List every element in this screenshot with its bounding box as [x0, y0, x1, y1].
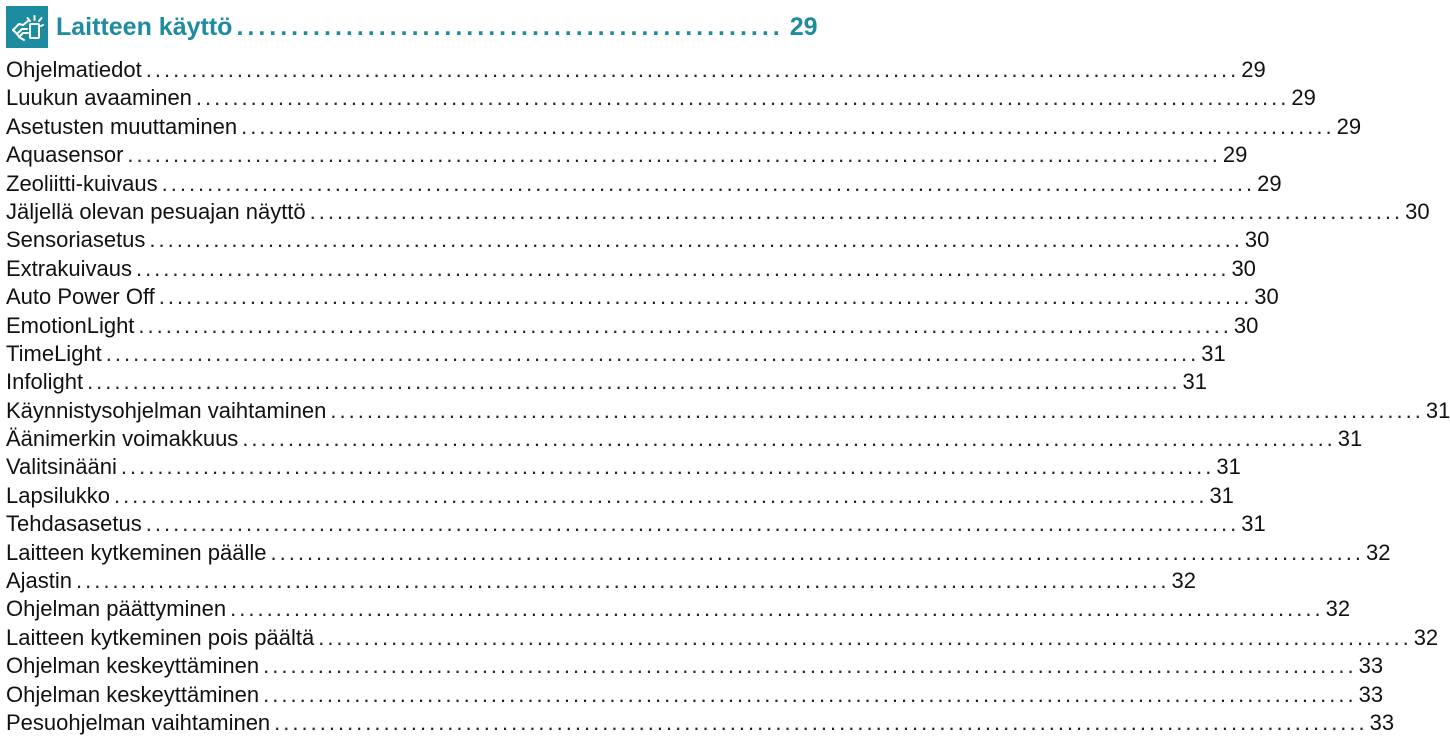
toc-entry-title: Zeoliitti-kuivaus	[6, 170, 158, 196]
toc-entry[interactable]	[6, 681, 1384, 709]
toc-entry[interactable]	[6, 510, 1266, 538]
toc-entry-page: 31	[1201, 340, 1226, 366]
toc-entry-page: 29	[1257, 170, 1282, 196]
toc-entry[interactable]	[6, 652, 1384, 680]
dot-leader: ........................................................................................................................	[138, 312, 1232, 338]
dot-leader: ........................................................................................................................	[241, 113, 1335, 139]
toc-entry[interactable]	[6, 340, 1226, 368]
toc-entry-title: Tehdasasetus	[6, 511, 142, 537]
toc-entry[interactable]	[6, 482, 1234, 510]
section-header[interactable]	[6, 6, 818, 48]
toc-entry[interactable]	[6, 170, 1282, 198]
toc-entry-page: 30	[1254, 284, 1279, 310]
dot-leader: ........................................................................................................................	[230, 596, 1324, 622]
toc-entry-page: 30	[1244, 227, 1270, 253]
toc-entry-title: Pesuohjelman vaihtaminen	[6, 709, 271, 735]
toc-entry-title: Ohjelmatiedot	[6, 57, 142, 82]
toc-entry[interactable]	[6, 595, 1351, 623]
toc-entry-title: EmotionLight	[6, 312, 135, 338]
toc-entry-title: Ajastin	[6, 568, 73, 594]
toc-entry-title: Äänimerkin voimakkuus	[6, 426, 239, 452]
toc-entry[interactable]	[6, 283, 1279, 311]
dot-leader: ........................................................................................................................	[76, 568, 1170, 594]
dot-leader: ........................................................................................................................	[274, 709, 1368, 735]
toc-entry-title: Valitsinääni	[6, 454, 117, 480]
hand-dishwasher-icon	[6, 6, 48, 48]
toc-entry-page: 33	[1358, 653, 1384, 679]
toc-entry-title: Luukun avaaminen	[6, 85, 192, 111]
toc-entry-page: 30	[1231, 255, 1256, 281]
toc-entry[interactable]	[6, 709, 1395, 737]
toc-entry[interactable]	[6, 453, 1241, 481]
section-page-number: 29	[789, 12, 818, 41]
toc-entry-page: 32	[1171, 568, 1197, 594]
toc-entry-page: 31	[1182, 369, 1208, 395]
toc-entry-title: Laitteen kytkeminen päälle	[6, 539, 267, 565]
toc-entry[interactable]	[6, 255, 1256, 283]
toc-entry-page: 31	[1337, 426, 1363, 452]
dot-leader: ........................................................................................................................	[120, 454, 1215, 480]
dot-leader: ........................................................................................................................	[263, 681, 1357, 707]
toc-entry-page: 33	[1358, 681, 1384, 707]
toc-entry[interactable]	[6, 539, 1391, 567]
toc-entry-page: 31	[1241, 511, 1266, 537]
toc-entry-title: Lapsilukko	[6, 482, 110, 508]
dot-leader: ........................................................................................................................	[263, 653, 1357, 679]
toc-entry[interactable]	[6, 567, 1197, 595]
dot-leader: ........................................................................................................................	[158, 284, 1253, 310]
toc-entry[interactable]	[6, 425, 1363, 453]
toc-entry-page: 30	[1405, 198, 1430, 224]
toc-entry[interactable]	[6, 624, 1439, 652]
dot-leader: ........................................................................................................................	[113, 482, 1208, 508]
toc-entry-title: Laitteen kytkeminen pois päältä	[6, 624, 315, 650]
toc-list	[6, 56, 1450, 737]
toc-entry[interactable]	[6, 368, 1208, 396]
toc-entry-title: Extrakuivaus	[6, 255, 132, 281]
toc-entry-page: 29	[1222, 142, 1248, 168]
dot-leader: ........................................................................................................................	[330, 397, 1424, 423]
dot-leader: ........................................................................................................................	[105, 340, 1200, 366]
toc-entry[interactable]	[6, 113, 1362, 141]
toc-entry-title: Ohjelman keskeyttäminen	[6, 653, 260, 679]
dot-leader: ........................................................................................................................	[87, 369, 1181, 395]
toc-entry-page: 32	[1325, 596, 1351, 622]
toc-entry-title: Asetusten muuttaminen	[6, 113, 238, 139]
toc-entry[interactable]	[6, 198, 1430, 226]
dot-leader: ........................................................................................................................	[149, 227, 1243, 253]
dot-leader: ........................................................................................................................	[195, 85, 1290, 111]
toc-entry-page: 32	[1413, 624, 1439, 650]
toc-entry-page: 31	[1425, 397, 1450, 423]
toc-entry[interactable]	[6, 141, 1248, 169]
toc-entry[interactable]	[6, 312, 1259, 340]
toc-entry-title: TimeLight	[6, 340, 102, 366]
toc-entry-title: Auto Power Off	[6, 284, 155, 310]
toc-entry[interactable]	[6, 56, 1266, 84]
toc-entry[interactable]	[6, 226, 1270, 254]
toc-entry-page: 29	[1291, 85, 1316, 111]
dot-leader: ........................................................................................................................	[135, 255, 1230, 281]
toc-entry-page: 29	[1336, 113, 1362, 139]
toc-entry[interactable]	[6, 397, 1450, 425]
toc-entry-page: 33	[1369, 709, 1395, 735]
toc-entry-page: 31	[1216, 454, 1241, 480]
toc-entry-title: Sensoriasetus	[6, 227, 146, 253]
toc-entry-title: Ohjelman keskeyttäminen	[6, 681, 260, 707]
toc-entry-title: Infolight	[6, 369, 84, 395]
dot-leader: ........................................................................................................................	[161, 170, 1256, 196]
dot-leader: ........................................................................................................................	[309, 198, 1404, 224]
toc-entry-page: 32	[1365, 539, 1391, 565]
toc-entry-page: 31	[1209, 482, 1234, 508]
toc-entry-page: 29	[1241, 57, 1266, 82]
toc-entry-title: Ohjelman päättyminen	[6, 596, 227, 622]
toc-entry-title: Jäljellä olevan pesuajan näyttö	[6, 198, 306, 224]
dot-leader: ........................................................................................................................	[270, 539, 1364, 565]
toc-entry-title: Aquasensor	[6, 142, 124, 168]
toc-entry-page: 30	[1233, 312, 1259, 338]
section-title: Laitteen käyttö	[56, 12, 233, 41]
dot-leader: ........................................................................................................................	[127, 142, 1221, 168]
dot-leader: ........................................................................................................................	[318, 624, 1412, 650]
toc-entry-title: Käynnistysohjelman vaihtaminen	[6, 397, 327, 423]
dot-leader: ........................................................................................................................	[242, 426, 1336, 452]
dot-leader: ........................................................................................................................	[145, 511, 1240, 537]
dot-leader: ........................................................................................................................	[145, 57, 1240, 82]
title-dot-leader: ..................................................	[236, 12, 784, 41]
toc-entry[interactable]	[6, 84, 1316, 112]
